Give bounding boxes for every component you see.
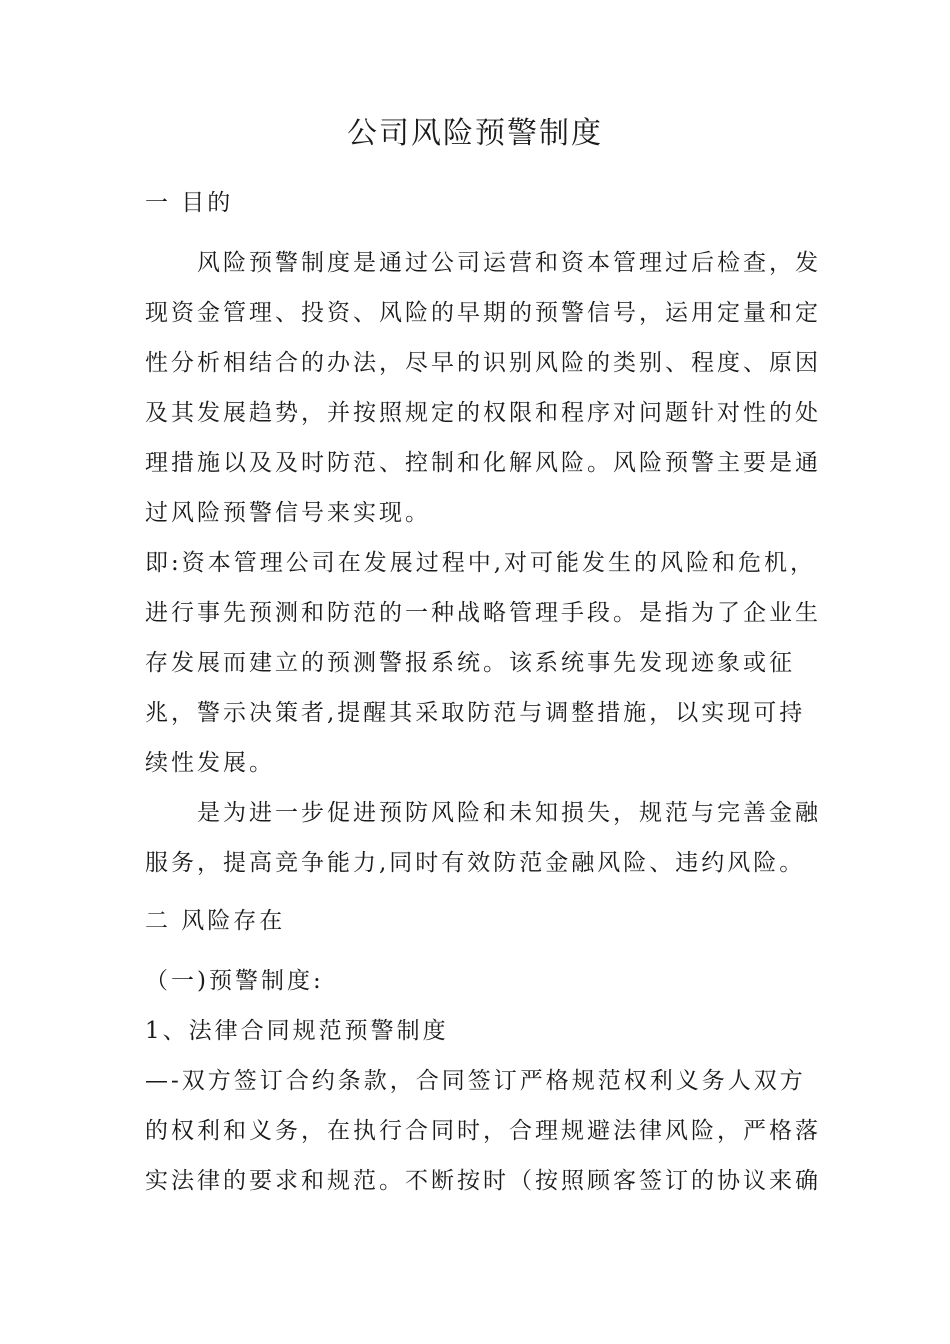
paragraph-line: 风险预警制度是通过公司运营和资本管理过后检查，发 — [197, 250, 821, 276]
paragraph-line: 续性发展。 — [145, 750, 275, 776]
paragraph-line: 过风险预警信号来实现。 — [145, 500, 431, 526]
subsection-heading: （一)预警制度: — [145, 968, 324, 994]
paragraph-line: 实法律的要求和规范。不断按时（按照顾客签订的协议来确 — [145, 1168, 821, 1194]
paragraph-line: —-双方签订合约条款，合同签订严格规范权利义务人双方 — [145, 1068, 806, 1094]
paragraph-line: 兆，警示决策者,提醒其采取防范与调整措施，以实现可持 — [145, 700, 806, 726]
item-heading: 1、法律合同规范预警制度 — [145, 1018, 449, 1044]
paragraph-line: 现资金管理、投资、风险的早期的预警信号，运用定量和定 — [145, 300, 821, 326]
paragraph-line: 即:资本管理公司在发展过程中,对可能发生的风险和危机， — [145, 550, 817, 576]
paragraph-line: 服务，提高竞争能力,同时有效防范金融风险、违约风险。 — [145, 850, 806, 876]
paragraph-line: 进行事先预测和防范的一种战略管理手段。是指为了企业生 — [145, 600, 821, 626]
section-heading-risk: 二 风险存在 — [145, 908, 286, 934]
paragraph-line: 及其发展趋势，并按照规定的权限和程序对问题针对性的处 — [145, 400, 821, 426]
paragraph-line: 存发展而建立的预测警报系统。该系统事先发现迹象或征 — [145, 650, 795, 676]
paragraph-line: 性分析相结合的办法，尽早的识别风险的类别、程度、原因 — [145, 350, 821, 376]
paragraph-line: 是为进一步促进预防风险和未知损失，规范与完善金融 — [197, 800, 821, 826]
paragraph-line: 理措施以及及时防范、控制和化解风险。风险预警主要是通 — [145, 450, 821, 476]
paragraph-line: 的权利和义务，在执行合同时，合理规避法律风险，严格落 — [145, 1118, 821, 1144]
section-heading-purpose: 一 目的 — [145, 190, 234, 216]
document-title: 公司风险预警制度 — [347, 116, 603, 151]
